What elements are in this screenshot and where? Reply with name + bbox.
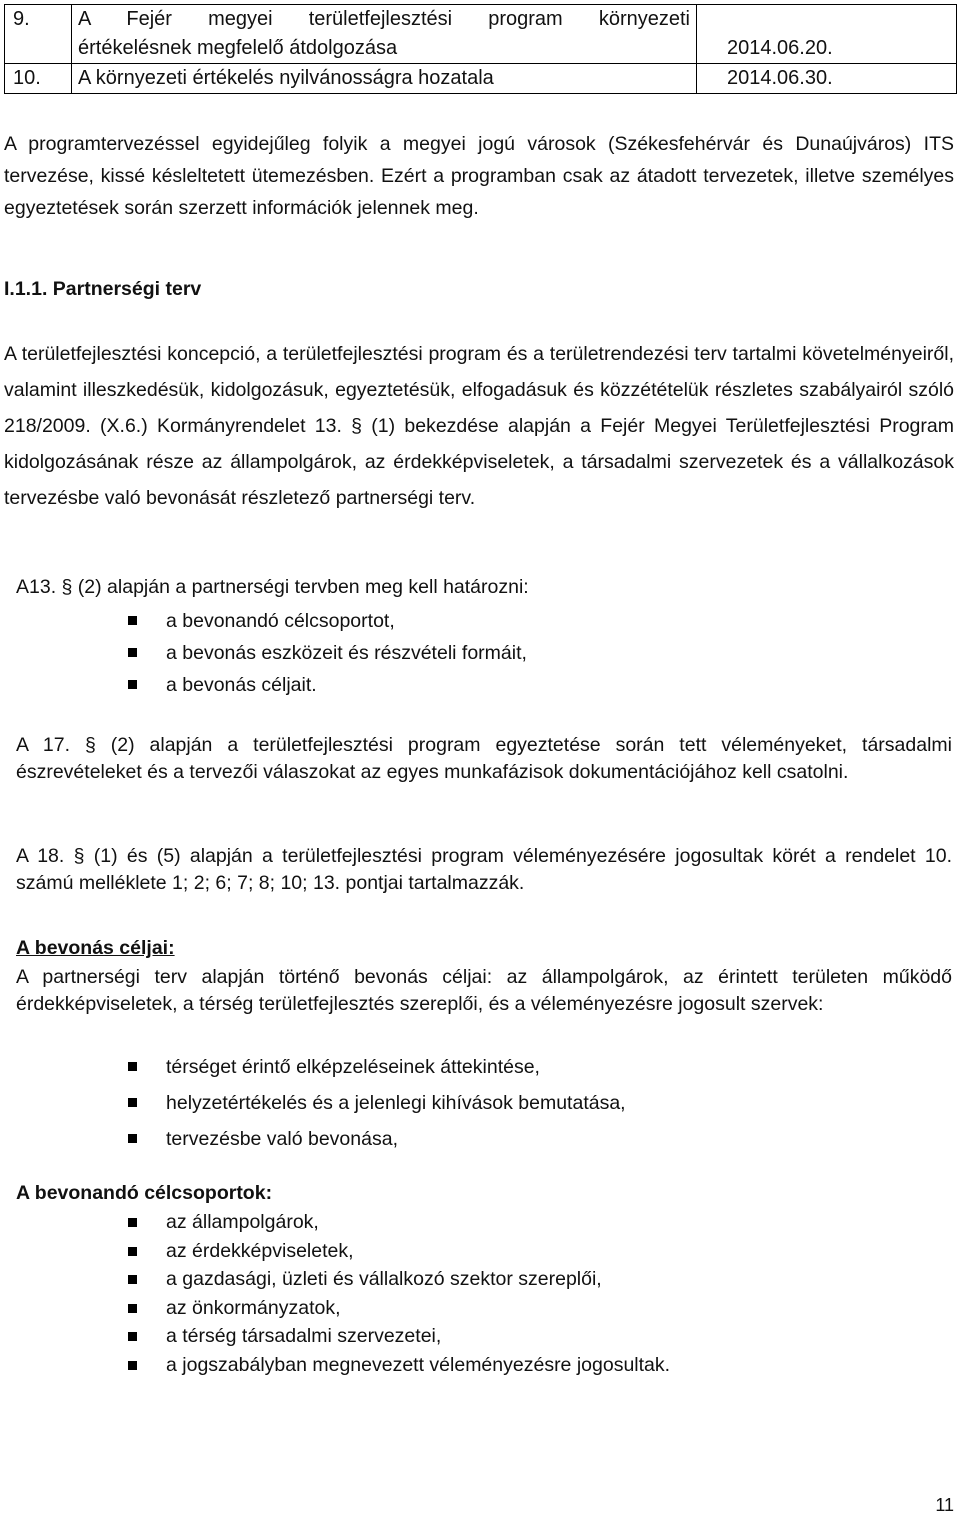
targets-list (128, 1208, 670, 1379)
goals-text: A partnerségi terv alapján történő bevonás céljai: az állampolgárok, az érintett területen működő érdekképviseletek, a térség területfejlesztés szereplői, és a véleményezésre jogosult szervek: (16, 966, 952, 1015)
table-row (5, 5, 957, 64)
list-item: tervezésbe való bevonása, (128, 1121, 626, 1157)
row-number: 9. (5, 5, 72, 64)
a17-paragraph: A 17. § (2) alapján a területfejlesztési program egyeztetése során tett véleményeket, társadalmi észrevételeket és a tervezői válaszokat az egyes munkafázisok dokumentációjához kell csatolni. (16, 734, 952, 783)
table-row (5, 64, 957, 94)
list-item: a bevonás eszközeit és részvételi formáit, (128, 637, 527, 669)
row-description-line: értékelésnek megfelelő átdolgozása (78, 37, 398, 59)
row-description-line: A Fejér megyei területfejlesztési program környezeti (78, 8, 690, 30)
list-item: a bevonandó célcsoportot, (128, 605, 527, 637)
list-item: a bevonás céljait. (128, 669, 527, 701)
a18-paragraph: A 18. § (1) és (5) alapján a területfejlesztési program véleményezésére jogosultak körét a rendelet 10. számú melléklete 1; 2; 6; 7; 8; 10; 13. pontjai tartalmazzák. (16, 845, 952, 894)
row-date: 2014.06.30. (697, 64, 957, 94)
list-item: az érdekképviseletek, (128, 1237, 670, 1266)
list-item: a jogszabályban megnevezett véleményezésre jogosultak. (128, 1351, 670, 1380)
row-description: A környezeti értékelés nyilvánosságra hozatala (72, 64, 697, 94)
list-item: a térség társadalmi szervezetei, (128, 1322, 670, 1351)
list-item: az állampolgárok, (128, 1208, 670, 1237)
schedule-table (4, 4, 957, 94)
list-item: az önkormányzatok, (128, 1294, 670, 1323)
row-description (72, 5, 697, 64)
list-item: térséget érintő elképzeléseinek áttekintése, (128, 1049, 626, 1085)
goals-heading: A bevonás céljai: (16, 937, 175, 959)
section-heading: I.1.1. Partnerségi terv (4, 278, 202, 300)
a13-list (128, 605, 527, 701)
legal-paragraph: A területfejlesztési koncepció, a területfejlesztési program és a területrendezési terv tartalmi követelményeiről, valamint illeszkedésük, kidolgozásuk, egyeztetésük, elfogadásuk és közzétételük részletes szabályairól szóló 218/2009. (X.6.) Kormányrendelet 13. § (1) bekezdése alapján a Fejér Megyei Területfejlesztési Program kidolgozásának része az állampolgárok, az érdekképviseletek, a társadalmi szervezetek és a vállalkozások tervezésbe való bevonását részletező partnerségi terv. (4, 343, 954, 509)
page-number: 11 (935, 1495, 954, 1515)
list-item: helyzetértékelés és a jelenlegi kihívások bemutatása, (128, 1085, 626, 1121)
row-number: 10. (5, 64, 72, 94)
a13-text: A13. § (2) alapján a partnerségi tervben meg kell határozni: (16, 576, 529, 598)
intro-paragraph: A programtervezéssel egyidejűleg folyik a megyei jogú városok (Székesfehérvár és Dunaújváros) ITS tervezése, kissé késleltetett ütemezésben. Ezért a programban csak az átadott tervezetek, illetve személyes egyeztetések során szerzett információk jelennek meg. (4, 133, 954, 219)
row-date: 2014.06.20. (697, 5, 957, 64)
targets-heading: A bevonandó célcsoportok: (16, 1182, 273, 1204)
goals-list (128, 1049, 626, 1157)
list-item: a gazdasági, üzleti és vállalkozó szektor szereplői, (128, 1265, 670, 1294)
